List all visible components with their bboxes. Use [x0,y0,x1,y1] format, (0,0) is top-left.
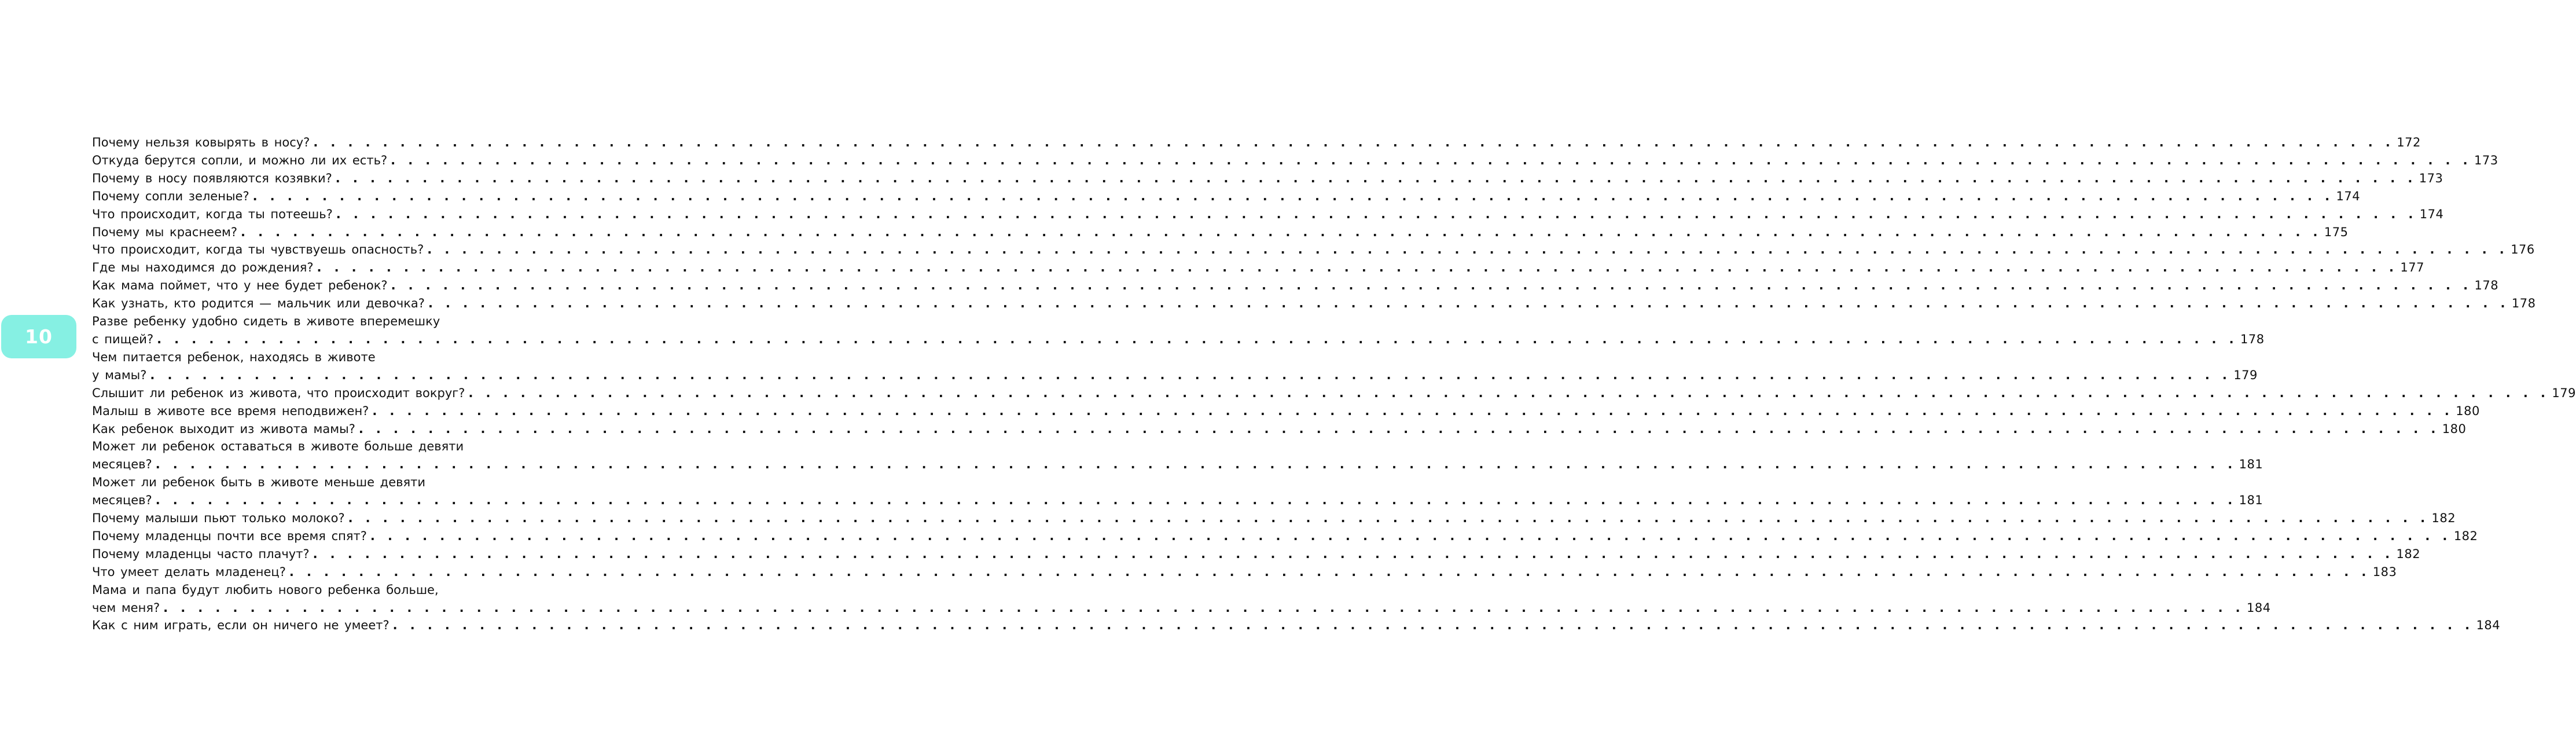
dot-leader: . . . . . . . . . . . . . . . . . . . . . . . . . . . . . . . . . . . . . . . . . . . . . . . . . . . . . . . . . . . . . . . . . . . . . . . . . . . . . . . . . . . . . . . . . . . . . . . . . . . . . . . . . . . . . . . . . . . . . . . . [163,600,2245,615]
toc-entry [92,134,2421,152]
toc-entry-title-line: Разве ребенку удобно сидеть в животе вперемешку [92,314,440,329]
toc-page-number: 178 [2474,278,2499,293]
toc-entry [92,170,2443,188]
toc-entry-title-line: Может ли ребенок оставаться в животе больше девяти [92,439,464,454]
chapter-tab [1,315,76,358]
toc-page-number: 184 [2247,600,2271,615]
toc-entry-line [92,295,2536,313]
dot-leader: . . . . . . . . . . . . . . . . . . . . . . . . . . . . . . . . . . . . . . . . . . . . . . . . . . . . . . . . . . . . . . . . . . . . . . . . . . . . . . . . . . . . . . . . . . . . . . . . . . . . . . . . . . . . . . . . . . . . . . . . [313,135,2395,149]
toc-entry-title: Что умеет делать младенец? [92,564,286,579]
dot-leader: . . . . . . . . . . . . . . . . . . . . . . . . . . . . . . . . . . . . . . . . . . . . . . . . . . . . . . . . . . . . . . . . . . . . . . . . . . . . . . . . . . . . . . . . . . . . . . . . . . . . . . . . . . . . . . . . . . . . . . . . [335,171,2417,185]
dot-leader: . . . . . . . . . . . . . . . . . . . . . . . . . . . . . . . . . . . . . . . . . . . . . . . . . . . . . . . . . . . . . . . . . . . . . . . . . . . . . . . . . . . . . . . . . . . . . . . . . . . . . . . . . . . . . . . . . . . . . . . . [155,493,2237,508]
toc-entry-line [92,241,2535,259]
toc-entry-title: Откуда берутся сопли, и можно ли их есть? [92,153,388,167]
toc-entry-title: Как ребенок выходит из живота мамы? [92,421,355,436]
toc-entry-title: месяцев? [92,493,152,508]
toc-page-number: 176 [2511,243,2535,257]
toc-entry [92,223,2349,241]
toc-page-number: 183 [2372,564,2397,579]
dot-leader: . . . . . . . . . . . . . . . . . . . . . . . . . . . . . . . . . . . . . . . . . . . . . . . . . . . . . . . . . . . . . . . . . . . . . . . . . . . . . . . . . . . . . . . . . . . . . . . . . . . . . . . . . . . . . . . . . . . . . . . . [252,189,2334,203]
toc-page-number: 173 [2474,153,2498,167]
chapter-number: 10 [25,325,53,348]
toc-page-number: 180 [2456,403,2480,418]
toc-entry-line [92,509,2456,527]
toc-entry-line [92,331,2265,349]
toc-page-number: 174 [2419,207,2444,221]
toc-entry [92,241,2535,259]
toc-entry-title: Как узнать, кто родится — мальчик или девочка? [92,296,425,311]
dot-leader: . . . . . . . . . . . . . . . . . . . . . . . . . . . . . . . . . . . . . . . . . . . . . . . . . . . . . . . . . . . . . . . . . . . . . . . . . . . . . . . . . . . . . . . . . . . . . . . . . . . . . . . . . . . . . . . . . . . . . . . . [391,153,2472,167]
toc-entry-title: Почему младенцы почти все время спят? [92,529,367,543]
dot-leader: . . . . . . . . . . . . . . . . . . . . . . . . . . . . . . . . . . . . . . . . . . . . . . . . . . . . . . . . . . . . . . . . . . . . . . . . . . . . . . . . . . . . . . . . . . . . . . . . . . . . . . . . . . . . . . . . . . . . . . . . [150,368,2232,382]
dot-leader: . . . . . . . . . . . . . . . . . . . . . . . . . . . . . . . . . . . . . . . . . . . . . . . . . . . . . . . . . . . . . . . . . . . . . . . . . . . . . . . . . . . . . . . . . . . . . . . . . . . . . . . . . . . . . . . . . . . . . . . . [428,296,2509,311]
toc-page-number: 180 [2442,421,2467,436]
toc-page-number: 182 [2453,529,2478,543]
toc-page-number: 173 [2419,171,2443,185]
dot-leader: . . . . . . . . . . . . . . . . . . . . . . . . . . . . . . . . . . . . . . . . . . . . . . . . . . . . . . . . . . . . . . . . . . . . . . . . . . . . . . . . . . . . . . . . . . . . . . . . . . . . . . . . . . . . . . . . . . . . . . . . [155,457,2237,472]
dot-leader: . . . . . . . . . . . . . . . . . . . . . . . . . . . . . . . . . . . . . . . . . . . . . . . . . . . . . . . . . . . . . . . . . . . . . . . . . . . . . . . . . . . . . . . . . . . . . . . . . . . . . . . . . . . . . . . . . . . . . . . . [391,278,2472,293]
dot-leader: . . . . . . . . . . . . . . . . . . . . . . . . . . . . . . . . . . . . . . . . . . . . . . . . . . . . . . . . . . . . . . . . . . . . . . . . . . . . . . . . . . . . . . . . . . . . . . . . . . . . . . . . . . . . . . . . . . . . . . . . [468,386,2550,400]
toc-page-number: 175 [2324,225,2349,239]
toc-entry-line [92,599,2271,617]
toc-entry [92,295,2536,313]
toc-entry [92,384,2576,402]
toc-entry [92,313,2265,349]
dot-leader: . . . . . . . . . . . . . . . . . . . . . . . . . . . . . . . . . . . . . . . . . . . . . . . . . . . . . . . . . . . . . . . . . . . . . . . . . . . . . . . . . . . . . . . . . . . . . . . . . . . . . . . . . . . . . . . . . . . . . . . . [427,243,2509,257]
toc-entry-title: Слышит ли ребенок из живота, что происходит вокруг? [92,386,465,400]
toc-entry-line [92,456,2263,474]
toc-page-number: 179 [2233,368,2258,382]
toc-entry [92,474,2263,509]
toc-page-number: 181 [2239,457,2263,472]
toc-entry-title: Почему мы краснеем? [92,225,237,239]
toc-page-number: 181 [2239,493,2263,508]
toc-entry-title: Почему нельзя ковырять в носу? [92,135,310,149]
dot-leader: . . . . . . . . . . . . . . . . . . . . . . . . . . . . . . . . . . . . . . . . . . . . . . . . . . . . . . . . . . . . . . . . . . . . . . . . . . . . . . . . . . . . . . . . . . . . . . . . . . . . . . . . . . . . . . . . . . . . . . . . [241,225,2322,239]
toc-entry-title: Почему малыши пьют только молоко? [92,511,345,526]
dot-leader: . . . . . . . . . . . . . . . . . . . . . . . . . . . . . . . . . . . . . . . . . . . . . . . . . . . . . . . . . . . . . . . . . . . . . . . . . . . . . . . . . . . . . . . . . . . . . . . . . . . . . . . . . . . . . . . . . . . . . . . . [289,564,2371,579]
toc-entry-line [92,277,2499,295]
toc-entry-line [92,134,2421,152]
dot-leader: . . . . . . . . . . . . . . . . . . . . . . . . . . . . . . . . . . . . . . . . . . . . . . . . . . . . . . . . . . . . . . . . . . . . . . . . . . . . . . . . . . . . . . . . . . . . . . . . . . . . . . . . . . . . . . . . . . . . . . . . [348,511,2430,526]
dot-leader: . . . . . . . . . . . . . . . . . . . . . . . . . . . . . . . . . . . . . . . . . . . . . . . . . . . . . . . . . . . . . . . . . . . . . . . . . . . . . . . . . . . . . . . . . . . . . . . . . . . . . . . . . . . . . . . . . . . . . . . . [313,546,2394,561]
toc-entry [92,581,2271,617]
toc-entry-line [92,223,2349,241]
toc-page-number: 182 [2396,546,2421,561]
dot-leader: . . . . . . . . . . . . . . . . . . . . . . . . . . . . . . . . . . . . . . . . . . . . . . . . . . . . . . . . . . . . . . . . . . . . . . . . . . . . . . . . . . . . . . . . . . . . . . . . . . . . . . . . . . . . . . . . . . . . . . . . [157,332,2239,346]
toc-page-number: 178 [2511,296,2536,311]
toc-entry-title: чем меня? [92,600,160,615]
toc-entry [92,259,2425,277]
toc-entry-line [92,188,2361,206]
toc-page-number: 184 [2476,618,2501,633]
toc-entry-title: месяцев? [92,457,152,472]
table-of-contents [92,134,2576,634]
toc-entry [92,438,2263,474]
dot-leader: . . . . . . . . . . . . . . . . . . . . . . . . . . . . . . . . . . . . . . . . . . . . . . . . . . . . . . . . . . . . . . . . . . . . . . . . . . . . . . . . . . . . . . . . . . . . . . . . . . . . . . . . . . . . . . . . . . . . . . . . [358,421,2440,436]
dot-leader: . . . . . . . . . . . . . . . . . . . . . . . . . . . . . . . . . . . . . . . . . . . . . . . . . . . . . . . . . . . . . . . . . . . . . . . . . . . . . . . . . . . . . . . . . . . . . . . . . . . . . . . . . . . . . . . . . . . . . . . . [317,261,2398,275]
toc-entry [92,545,2421,563]
toc-page-number: 179 [2552,386,2576,400]
toc-entry-title: Где мы находимся до рождения? [92,261,314,275]
toc-page-number: 172 [2397,135,2421,149]
toc-page-number: 177 [2400,261,2425,275]
dot-leader: . . . . . . . . . . . . . . . . . . . . . . . . . . . . . . . . . . . . . . . . . . . . . . . . . . . . . . . . . . . . . . . . . . . . . . . . . . . . . . . . . . . . . . . . . . . . . . . . . . . . . . . . . . . . . . . . . . . . . . . . [370,529,2452,543]
toc-entry [92,617,2501,634]
toc-entry-title-line: Чем питается ребенок, находясь в животе [92,350,376,364]
toc-entry-line [92,152,2498,170]
toc-entry [92,402,2480,420]
dot-leader: . . . . . . . . . . . . . . . . . . . . . . . . . . . . . . . . . . . . . . . . . . . . . . . . . . . . . . . . . . . . . . . . . . . . . . . . . . . . . . . . . . . . . . . . . . . . . . . . . . . . . . . . . . . . . . . . . . . . . . . . [392,618,2474,633]
toc-entry-line [92,384,2576,402]
toc-entry [92,563,2397,581]
toc-entry [92,349,2258,384]
toc-entry-title: Как мама поймет, что у нее будет ребенок? [92,278,388,293]
toc-entry-title: Почему младенцы часто плачут? [92,546,310,561]
toc-entry-line [92,491,2263,509]
toc-entry [92,188,2361,206]
toc-entry-line [92,563,2397,581]
toc-entry-title-line: Может ли ребенок быть в животе меньше девяти [92,475,426,490]
toc-entry-line [92,545,2421,563]
toc-entry-title: Что происходит, когда ты потеешь? [92,207,333,221]
toc-entry-title: Как с ним играть, если он ничего не умеет? [92,618,389,633]
toc-entry-line [92,617,2501,634]
toc-entry-title: Малыш в животе все время неподвижен? [92,403,369,418]
toc-entry-line [92,527,2478,545]
toc-entry-line [92,402,2480,420]
toc-entry-line [92,366,2258,384]
toc-page-number: 182 [2431,511,2456,526]
toc-entry-line [92,206,2444,223]
toc-entry-title: Почему в носу появляются козявки? [92,171,332,185]
toc-entry [92,527,2478,545]
toc-entry-line [92,259,2425,277]
toc-page-number: 178 [2240,332,2265,346]
toc-entry-title: у мамы? [92,368,147,382]
toc-entry [92,277,2499,295]
toc-entry-title: Что происходит, когда ты чувствуешь опасность? [92,243,424,257]
toc-entry-line [92,420,2467,438]
dot-leader: . . . . . . . . . . . . . . . . . . . . . . . . . . . . . . . . . . . . . . . . . . . . . . . . . . . . . . . . . . . . . . . . . . . . . . . . . . . . . . . . . . . . . . . . . . . . . . . . . . . . . . . . . . . . . . . . . . . . . . . . [336,207,2417,221]
dot-leader: . . . . . . . . . . . . . . . . . . . . . . . . . . . . . . . . . . . . . . . . . . . . . . . . . . . . . . . . . . . . . . . . . . . . . . . . . . . . . . . . . . . . . . . . . . . . . . . . . . . . . . . . . . . . . . . . . . . . . . . . [372,403,2454,418]
toc-entry-title-line: Мама и папа будут любить нового ребенка больше, [92,582,439,597]
toc-entry [92,152,2498,170]
toc-entry-title: с пищей? [92,332,154,346]
toc-entry [92,509,2456,527]
toc-page-number: 174 [2336,189,2361,203]
toc-entry-line [92,170,2443,188]
toc-entry [92,420,2467,438]
toc-entry-title: Почему сопли зеленые? [92,189,249,203]
toc-entry [92,206,2444,223]
